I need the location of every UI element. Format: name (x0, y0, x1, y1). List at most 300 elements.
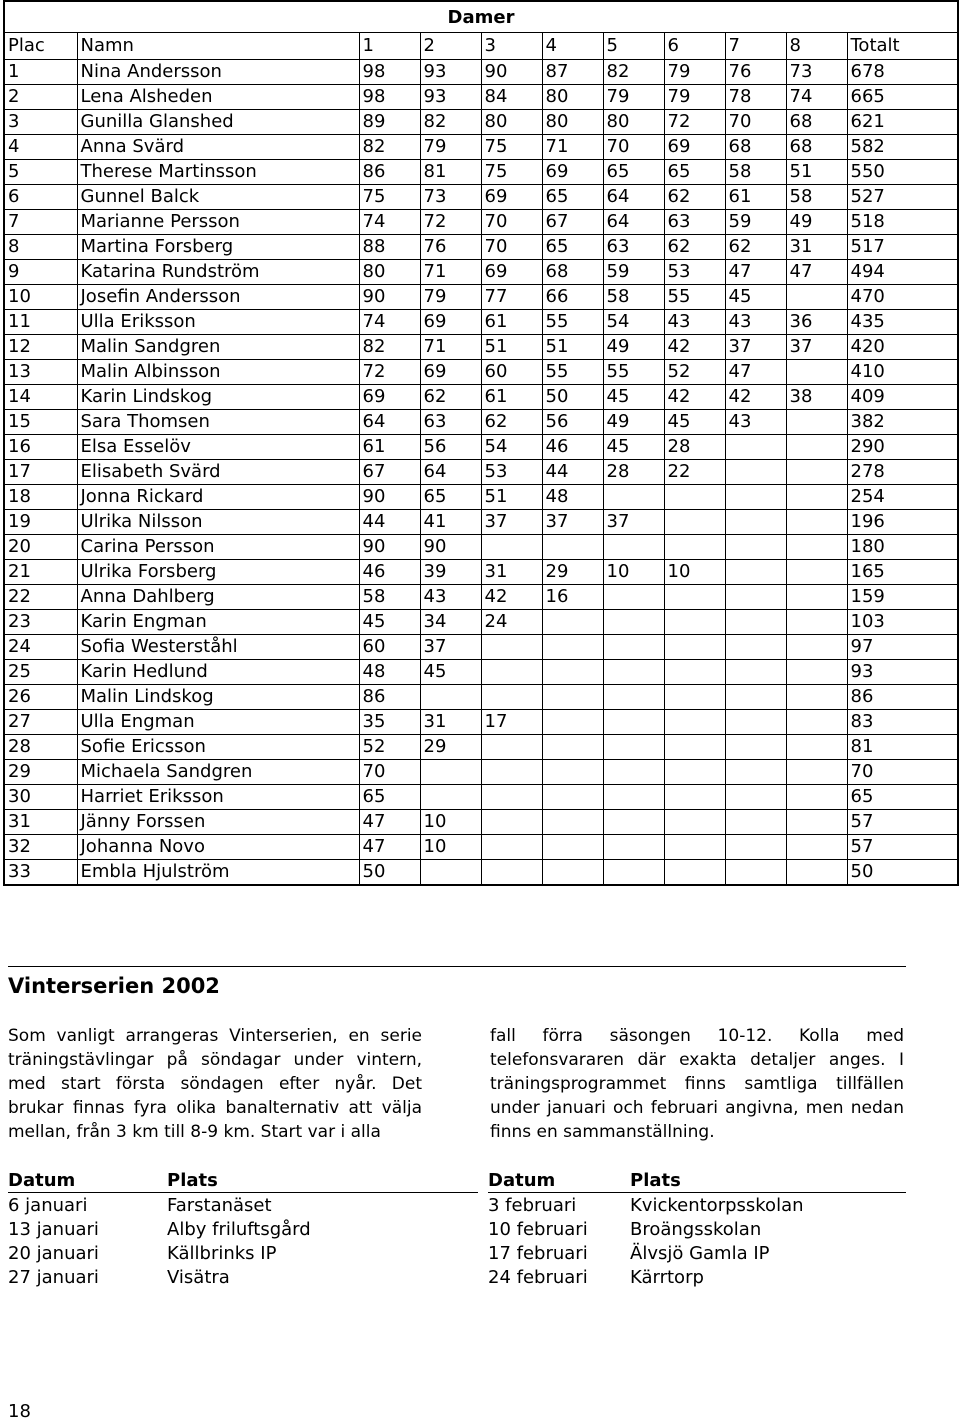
table-cell (542, 735, 603, 760)
table-cell: Sofie Ericsson (77, 735, 359, 760)
table-cell: 51 (481, 335, 542, 360)
table-cell: 48 (359, 660, 420, 685)
table-cell (664, 610, 725, 635)
table-cell: 71 (420, 335, 481, 360)
table-cell: 79 (664, 60, 725, 85)
table-cell (603, 635, 664, 660)
table-cell: Karin Hedlund (77, 660, 359, 685)
table-cell: 20 (4, 535, 77, 560)
table-cell: 254 (847, 485, 958, 510)
table-cell: 45 (664, 410, 725, 435)
table-cell: 75 (481, 135, 542, 160)
table-row (4, 535, 958, 560)
table-cell (603, 810, 664, 835)
table-cell: Embla Hjulström (77, 860, 359, 886)
table-cell: 47 (786, 260, 847, 285)
table-cell: 17 (4, 460, 77, 485)
table-cell: 14 (4, 385, 77, 410)
table-cell: 22 (664, 460, 725, 485)
table-cell: Carina Persson (77, 535, 359, 560)
table-cell: 77 (481, 285, 542, 310)
table-cell: 79 (420, 285, 481, 310)
column-header: Totalt (847, 33, 958, 60)
table-cell (786, 735, 847, 760)
schedule-place: Kvickentorpsskolan (630, 1194, 804, 1216)
table-cell (725, 660, 786, 685)
table-cell: 29 (542, 560, 603, 585)
table-cell: 382 (847, 410, 958, 435)
table-cell: 69 (481, 260, 542, 285)
table-cell: 73 (420, 185, 481, 210)
schedule-row (8, 1217, 478, 1241)
table-row (4, 210, 958, 235)
table-cell: Jonna Rickard (77, 485, 359, 510)
table-cell: 88 (359, 235, 420, 260)
table-cell (481, 685, 542, 710)
table-cell: 82 (603, 60, 664, 85)
table-cell: 15 (4, 410, 77, 435)
schedule-date: 3 februari (488, 1194, 577, 1216)
table-cell: Martina Forsberg (77, 235, 359, 260)
table-row (4, 60, 958, 85)
table-cell: Sara Thomsen (77, 410, 359, 435)
table-cell: 26 (4, 685, 77, 710)
table-cell (603, 660, 664, 685)
table-cell (542, 660, 603, 685)
table-cell (542, 635, 603, 660)
table-cell: 90 (359, 285, 420, 310)
table-cell: 90 (359, 485, 420, 510)
table-cell (420, 785, 481, 810)
schedule-header-place: Plats (167, 1168, 478, 1193)
table-cell: 2 (4, 85, 77, 110)
table-cell: Therese Martinsson (77, 160, 359, 185)
table-cell: 43 (725, 410, 786, 435)
table-cell: Anna Dahlberg (77, 585, 359, 610)
table-cell: 47 (725, 360, 786, 385)
table-cell: 81 (847, 735, 958, 760)
results-title: Damer (4, 1, 958, 33)
table-cell (603, 585, 664, 610)
table-cell: 61 (359, 435, 420, 460)
table-cell: 44 (542, 460, 603, 485)
table-cell: Elsa Esselöv (77, 435, 359, 460)
table-cell (725, 485, 786, 510)
table-cell: 48 (542, 485, 603, 510)
table-cell: Nina Andersson (77, 60, 359, 85)
schedule-date: 20 januari (8, 1242, 99, 1264)
table-cell: 6 (4, 185, 77, 210)
schedule-place: Visätra (167, 1266, 230, 1288)
table-cell (664, 635, 725, 660)
table-cell (786, 360, 847, 385)
table-cell: 65 (664, 160, 725, 185)
schedule-date: 17 februari (488, 1242, 588, 1264)
table-cell: 57 (847, 810, 958, 835)
table-row (4, 460, 958, 485)
table-cell (603, 735, 664, 760)
table-cell: 43 (420, 585, 481, 610)
table-cell: 43 (664, 310, 725, 335)
table-cell: 84 (481, 85, 542, 110)
table-cell: 86 (847, 685, 958, 710)
table-cell: Gunilla Glanshed (77, 110, 359, 135)
table-cell: 52 (664, 360, 725, 385)
table-cell: 435 (847, 310, 958, 335)
table-cell (542, 760, 603, 785)
table-row (4, 835, 958, 860)
table-cell: 103 (847, 610, 958, 635)
table-cell: 79 (603, 85, 664, 110)
table-cell (664, 835, 725, 860)
schedule-table-january (8, 1168, 478, 1289)
table-cell: 64 (359, 410, 420, 435)
table-cell: 38 (786, 385, 847, 410)
table-cell: Sofia Westerståhl (77, 635, 359, 660)
table-cell (725, 785, 786, 810)
table-cell: 87 (542, 60, 603, 85)
schedule-row (488, 1265, 906, 1289)
table-cell: 42 (481, 585, 542, 610)
table-cell: 8 (4, 235, 77, 260)
table-cell: 80 (481, 110, 542, 135)
table-cell: Ulla Engman (77, 710, 359, 735)
table-cell (664, 535, 725, 560)
schedule-place: Farstanäset (167, 1194, 272, 1216)
table-row (4, 160, 958, 185)
table-cell: 59 (603, 260, 664, 285)
table-cell: Katarina Rundström (77, 260, 359, 285)
table-cell (725, 860, 786, 886)
table-cell: Malin Sandgren (77, 335, 359, 360)
table-cell: 18 (4, 485, 77, 510)
table-cell: 290 (847, 435, 958, 460)
table-cell (481, 660, 542, 685)
table-row (4, 360, 958, 385)
table-cell (786, 535, 847, 560)
table-cell: 470 (847, 285, 958, 310)
table-cell: 621 (847, 110, 958, 135)
table-cell (786, 835, 847, 860)
table-cell: 70 (725, 110, 786, 135)
table-cell (664, 785, 725, 810)
table-cell: Malin Albinsson (77, 360, 359, 385)
table-row (4, 735, 958, 760)
table-cell (664, 685, 725, 710)
table-cell (664, 760, 725, 785)
schedule-row (488, 1241, 906, 1265)
table-cell (725, 585, 786, 610)
table-cell (786, 810, 847, 835)
table-cell (786, 435, 847, 460)
table-cell: 74 (359, 310, 420, 335)
table-cell (664, 660, 725, 685)
table-cell: 31 (420, 710, 481, 735)
table-cell: 53 (481, 460, 542, 485)
table-cell: 28 (664, 435, 725, 460)
table-cell (603, 785, 664, 810)
table-cell: 56 (420, 435, 481, 460)
table-row (4, 710, 958, 735)
table-cell: 45 (603, 385, 664, 410)
table-cell: 73 (786, 60, 847, 85)
schedule-row (8, 1265, 478, 1289)
table-cell: 31 (4, 810, 77, 835)
table-cell: 54 (603, 310, 664, 335)
results-header-row (4, 33, 958, 60)
table-cell: 81 (420, 160, 481, 185)
table-cell: 70 (847, 760, 958, 785)
table-row (4, 310, 958, 335)
table-cell: 10 (4, 285, 77, 310)
table-cell: 76 (725, 60, 786, 85)
table-cell: 37 (420, 635, 481, 660)
table-cell (725, 610, 786, 635)
table-cell (725, 760, 786, 785)
table-cell: 65 (542, 185, 603, 210)
table-cell (542, 860, 603, 886)
table-cell (786, 860, 847, 886)
table-cell (481, 785, 542, 810)
table-cell: 28 (4, 735, 77, 760)
table-cell: 98 (359, 60, 420, 85)
table-cell (542, 810, 603, 835)
table-cell: 93 (420, 85, 481, 110)
table-cell (786, 585, 847, 610)
table-row (4, 435, 958, 460)
table-cell (725, 635, 786, 660)
table-cell: 39 (420, 560, 481, 585)
table-cell: 83 (847, 710, 958, 735)
table-cell (481, 735, 542, 760)
table-cell (664, 510, 725, 535)
table-cell: 12 (4, 335, 77, 360)
table-cell: 44 (359, 510, 420, 535)
table-cell: Ulrika Nilsson (77, 510, 359, 535)
table-cell: Karin Lindskog (77, 385, 359, 410)
table-cell (725, 460, 786, 485)
table-cell: 678 (847, 60, 958, 85)
table-row (4, 135, 958, 160)
table-cell: Michaela Sandgren (77, 760, 359, 785)
table-cell: 67 (359, 460, 420, 485)
schedule-date: 13 januari (8, 1218, 99, 1240)
table-row (4, 385, 958, 410)
table-cell: 90 (481, 60, 542, 85)
table-cell: Ulrika Forsberg (77, 560, 359, 585)
table-cell: 50 (359, 860, 420, 886)
table-cell (786, 610, 847, 635)
table-cell: 527 (847, 185, 958, 210)
table-cell (725, 510, 786, 535)
table-cell: 62 (481, 410, 542, 435)
table-row (4, 610, 958, 635)
table-cell: 24 (4, 635, 77, 660)
table-cell (725, 535, 786, 560)
table-row (4, 635, 958, 660)
table-cell: 65 (542, 235, 603, 260)
table-cell: 58 (603, 285, 664, 310)
table-cell: 89 (359, 110, 420, 135)
table-cell: 79 (664, 85, 725, 110)
table-cell (603, 485, 664, 510)
table-cell: 46 (359, 560, 420, 585)
table-cell: 69 (359, 385, 420, 410)
table-cell: 36 (786, 310, 847, 335)
table-cell: Karin Engman (77, 610, 359, 635)
table-cell: 98 (359, 85, 420, 110)
table-cell: 78 (725, 85, 786, 110)
table-cell: 550 (847, 160, 958, 185)
table-cell: 67 (542, 210, 603, 235)
table-cell: 64 (420, 460, 481, 485)
table-cell: 42 (664, 385, 725, 410)
table-cell (481, 810, 542, 835)
table-cell: 32 (4, 835, 77, 860)
table-cell: 68 (542, 260, 603, 285)
table-cell: 409 (847, 385, 958, 410)
table-cell: 45 (420, 660, 481, 685)
table-cell (542, 785, 603, 810)
table-cell: 43 (725, 310, 786, 335)
table-cell: 68 (786, 135, 847, 160)
schedule-row (8, 1241, 478, 1265)
table-cell: 62 (725, 235, 786, 260)
table-cell: Malin Lindskog (77, 685, 359, 710)
table-cell: 42 (725, 385, 786, 410)
table-cell: 37 (481, 510, 542, 535)
table-cell (603, 610, 664, 635)
table-cell (664, 585, 725, 610)
table-cell: 31 (481, 560, 542, 585)
table-cell (542, 710, 603, 735)
column-header: Plac (4, 33, 77, 60)
table-cell: 49 (786, 210, 847, 235)
table-cell: 80 (603, 110, 664, 135)
table-cell: Harriet Eriksson (77, 785, 359, 810)
table-cell: 47 (725, 260, 786, 285)
table-cell (664, 710, 725, 735)
table-row (4, 785, 958, 810)
table-cell (786, 410, 847, 435)
table-cell: 90 (420, 535, 481, 560)
table-cell: 278 (847, 460, 958, 485)
table-row (4, 810, 958, 835)
table-cell: 196 (847, 510, 958, 535)
table-cell: 69 (420, 360, 481, 385)
table-cell: 51 (542, 335, 603, 360)
table-cell: 9 (4, 260, 77, 285)
table-cell (786, 760, 847, 785)
table-cell: 71 (420, 260, 481, 285)
table-cell: 62 (664, 185, 725, 210)
table-cell (420, 685, 481, 710)
table-cell: 57 (847, 835, 958, 860)
table-cell (786, 785, 847, 810)
table-cell (786, 285, 847, 310)
table-cell: 82 (420, 110, 481, 135)
table-row (4, 335, 958, 360)
table-cell: 55 (664, 285, 725, 310)
table-cell: 7 (4, 210, 77, 235)
table-cell: 10 (603, 560, 664, 585)
table-row (4, 85, 958, 110)
table-cell: 518 (847, 210, 958, 235)
table-row (4, 860, 958, 886)
table-cell: Marianne Persson (77, 210, 359, 235)
table-cell: 72 (420, 210, 481, 235)
table-cell (786, 635, 847, 660)
article-title: Vinterserien 2002 (8, 974, 220, 998)
table-cell (481, 860, 542, 886)
table-cell: 11 (4, 310, 77, 335)
table-cell (481, 535, 542, 560)
table-cell: 76 (420, 235, 481, 260)
table-cell: 494 (847, 260, 958, 285)
table-cell: 47 (359, 835, 420, 860)
table-cell: 70 (603, 135, 664, 160)
table-cell: 45 (603, 435, 664, 460)
table-cell: 65 (603, 160, 664, 185)
table-row (4, 285, 958, 310)
table-cell: 63 (603, 235, 664, 260)
table-cell: 61 (725, 185, 786, 210)
schedule-place: Alby friluftsgård (167, 1218, 311, 1240)
table-cell: 80 (542, 110, 603, 135)
table-cell: Elisabeth Svärd (77, 460, 359, 485)
table-cell: 69 (481, 185, 542, 210)
table-cell: 34 (420, 610, 481, 635)
table-cell: 69 (664, 135, 725, 160)
column-header: 8 (786, 33, 847, 60)
table-cell: 10 (664, 560, 725, 585)
table-cell: 582 (847, 135, 958, 160)
table-cell (786, 660, 847, 685)
table-cell (725, 710, 786, 735)
table-cell: 62 (664, 235, 725, 260)
schedule-date: 10 februari (488, 1218, 588, 1240)
schedule-table-february (488, 1168, 906, 1289)
table-cell: 410 (847, 360, 958, 385)
table-cell: 49 (603, 410, 664, 435)
table-cell (725, 685, 786, 710)
table-cell (725, 560, 786, 585)
table-cell: 70 (359, 760, 420, 785)
table-cell: 65 (420, 485, 481, 510)
table-cell: 1 (4, 60, 77, 85)
table-cell: 665 (847, 85, 958, 110)
table-cell: 97 (847, 635, 958, 660)
table-cell: 54 (481, 435, 542, 460)
table-cell (603, 685, 664, 710)
table-cell: 58 (786, 185, 847, 210)
table-cell (603, 760, 664, 785)
table-cell: 27 (4, 710, 77, 735)
table-cell: 420 (847, 335, 958, 360)
results-table (3, 0, 959, 886)
table-cell: 16 (4, 435, 77, 460)
table-cell (664, 735, 725, 760)
table-row (4, 760, 958, 785)
table-cell: 50 (542, 385, 603, 410)
table-cell: 63 (420, 410, 481, 435)
table-cell: 16 (542, 585, 603, 610)
table-row (4, 185, 958, 210)
table-cell: 45 (359, 610, 420, 635)
table-cell: 53 (664, 260, 725, 285)
table-cell: 37 (603, 510, 664, 535)
table-cell: 68 (725, 135, 786, 160)
